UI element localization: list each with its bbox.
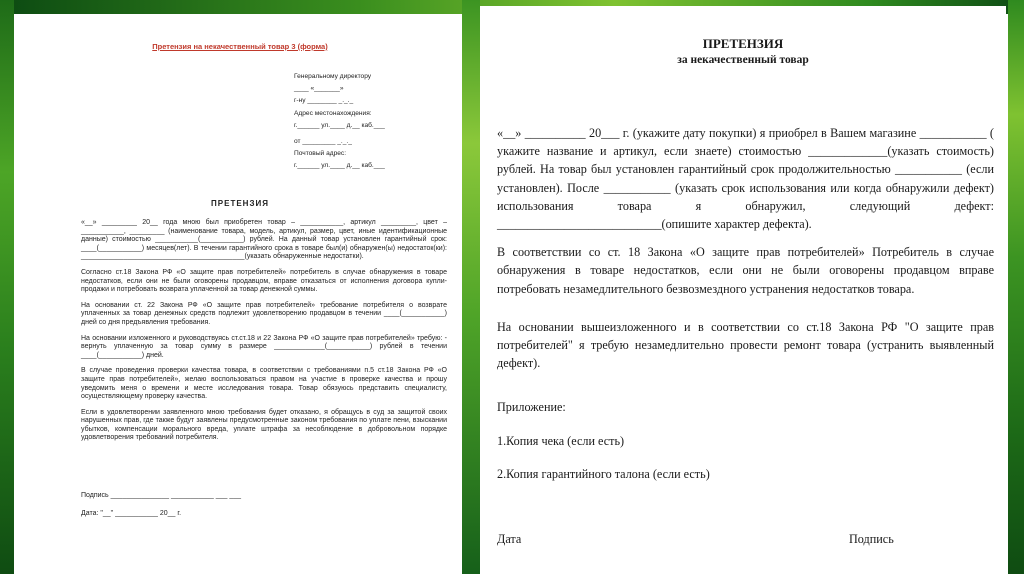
address-line: г-ну ________ _._._ <box>294 97 354 105</box>
attachment-item: 1.Копия чека (если есть) <box>497 434 625 448</box>
attachment-item: 2.Копия гарантийного талона (если есть) <box>497 467 710 481</box>
claim-paragraph: На основании изложенного и руководствуясь ст.ст.18 и 22 Закона РФ «О защите прав потребителей» требую: - вернуть уплаченную за товар сумму в размере _____________(___________) рублей в течении ____(___________) дней. <box>81 334 447 359</box>
appendix-label: Приложение: <box>497 400 566 414</box>
address-line: ____ «_______» <box>294 85 344 93</box>
left-decor-band <box>0 0 14 574</box>
claim-paragraph: «__» _________ 20__ года мною был приобретен товар – ___________, артикул _________, цвет – ___________, _________ (наименование товара, модель, артикул, размер, цвет, иные идентификационные данные) стоимостью ___________(___________) рублей. На данный товар установлен гарантийный срок: ____(___________) месяцев(лет). В течении гарантийного срока в товаре был(и) обнаружен(ы) недостаток(ки): __________________________________________(указать обнаруженные недостатки). <box>81 219 447 261</box>
address-line: г.______ ул.____ д.__ каб.___ <box>294 162 385 170</box>
addressee-block <box>294 71 454 173</box>
claim-body <box>497 124 994 382</box>
date-label: Дата <box>497 532 522 546</box>
right-decor-band <box>1008 0 1024 574</box>
date-line: Дата: "__" ___________ 20__ г. <box>81 510 182 517</box>
address-line: г.______ ул.____ д.__ каб.___ <box>294 121 385 129</box>
claim-paragraph: «__» __________ 20___ г. (укажите дату покупки) я приобрел в Вашем магазине ___________ ( укажите название и артикул, если знаете) стоимостью _____________(указать стоимость) рублей. На товар был установлен гарантийный срок продолжительностью ___________ (если установлен). После ___________ (указать срок использования или когда обнаружили дефект) использования товара я обнаружил, следующий дефект: ___________________________(опишите характер дефекта). <box>497 126 994 232</box>
claim-paragraph: В соответствии со ст. 18 Закона «О защите прав потребителей» Потребитель в случае обнаружения в товаре недостатков, если они не были оговорены продавцом вправе потребовать незамедлительного безвозмездного устранения недостатков товара. <box>497 245 994 296</box>
signature-label: Подпись <box>849 532 894 546</box>
right-claim-form <box>480 6 1006 566</box>
claim-subtitle: за некачественный товар <box>677 54 809 66</box>
signature-line: Подпись _______________ ___________ ___ ___ <box>81 492 242 499</box>
address-line: Почтовый адрес: <box>294 150 347 158</box>
address-line: Генеральному директору <box>294 73 372 80</box>
address-line: Адрес местонахождения: <box>294 109 372 117</box>
claim-paragraph: Согласно ст.18 Закона РФ «О защите прав потребителей» потребитель в случае обнаружения в товаре недостатков, если они не были оговорены продавцом, вправе отказаться от исполнения договора купли-продажи и потребовать возврата уплаченной за товар денежной суммы. <box>81 268 447 294</box>
claim-paragraph: В случае проведения проверки качества товара, в соответствии с требованиями п.5 ст.18 Закона РФ «О защите прав потребителей», желаю воспользоваться правом на участие в проверке качества и прошу уведомить меня о времени и месте исследования товара. Товар обязуюсь представить специалисту, осуществляющему проверку качества. <box>81 367 447 401</box>
claim-paragraph: На основании вышеизложенного и в соответствии со ст.18 Закона РФ "О защите прав потребителей" я требую незамедлительно провести ремонт товара (устранить выявленный дефект). <box>497 319 994 371</box>
address-line: от _________ _._._ <box>294 138 352 146</box>
claim-title: ПРЕТЕНЗИЯ <box>702 36 784 51</box>
claim-heading: ПРЕТЕНЗИЯ <box>211 199 269 208</box>
center-decor-divider <box>462 0 480 574</box>
claim-paragraph: Если в удовлетворении заявленного мною требования будет отказано, я обращусь в суд за защитой своих нарушенных прав, где также будут заявлены предусмотренные законом требования по уплате пени, взыскании убытков, компенсации морального вреда, уплате штрафа за несоблюдение в добровольном порядке удовлетворения требований потребителя. <box>81 408 447 442</box>
claim-body <box>81 219 447 450</box>
form-title: Претензия на некачественный товар 3 (форма) <box>152 42 328 51</box>
claim-paragraph: На основании ст. 22 Закона РФ «О защите прав потребителей» требование потребителя о возврате уплаченных за товар денежных средств подлежит удовлетворению продавцом в течении ____(___________) дней со дня предъявления требования. <box>81 301 447 326</box>
left-claim-form <box>18 14 462 542</box>
